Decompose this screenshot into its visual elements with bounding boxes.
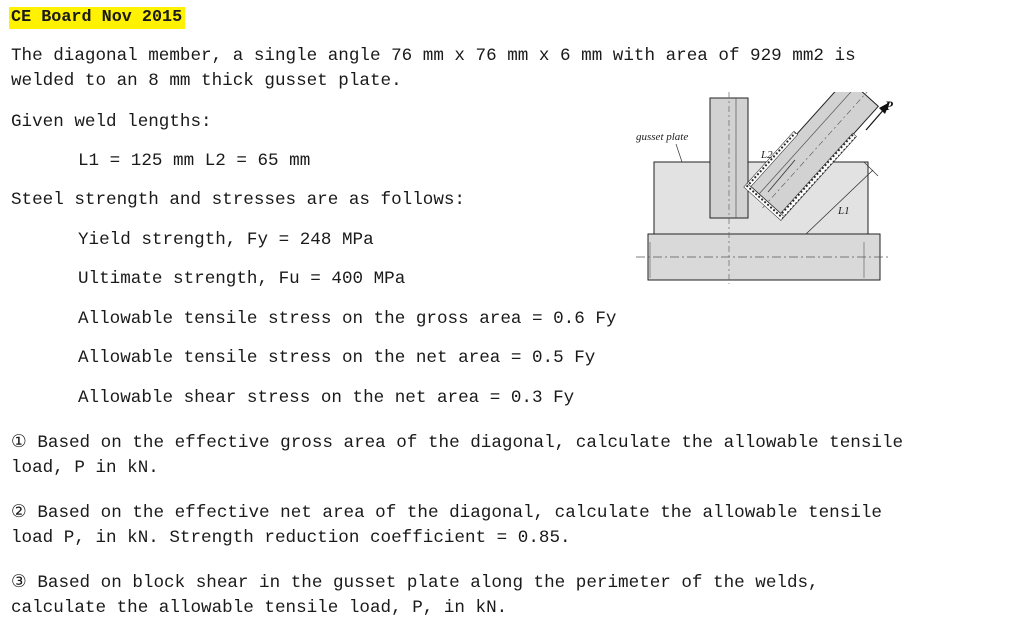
ultimate-strength: Ultimate strength, Fu = 400 MPa <box>78 269 406 289</box>
question-2-line-2: load P, in kN. Strength reduction coefficient = 0.85. <box>11 528 571 548</box>
gusset-diagram <box>628 92 898 284</box>
yield-strength: Yield strength, Fy = 248 MPa <box>78 230 374 250</box>
question-1-line-1: ① Based on the effective gross area of the diagonal, calculate the allowable tensile <box>11 433 904 453</box>
allowable-net-stress: Allowable tensile stress on the net area = 0.5 Fy <box>78 348 596 368</box>
l1-label: L1 <box>838 205 850 217</box>
intro-line-2: welded to an 8 mm thick gusset plate. <box>11 71 402 91</box>
gusset-leader <box>676 144 682 162</box>
l2-label: L2 <box>761 149 773 161</box>
question-2-line-1: ② Based on the effective net area of the diagonal, calculate the allowable tensile <box>11 503 882 523</box>
exam-title: CE Board Nov 2015 <box>9 7 185 29</box>
gusset-plate-label: gusset plate <box>636 131 689 143</box>
steel-heading: Steel strength and stresses are as follows: <box>11 190 465 210</box>
p-label: P <box>885 98 893 113</box>
allowable-gross-stress: Allowable tensile stress on the gross area = 0.6 Fy <box>78 309 617 329</box>
weld-heading: Given weld lengths: <box>11 112 212 132</box>
question-3-line-2: calculate the allowable tensile load, P, in kN. <box>11 598 508 618</box>
question-1-line-2: load, P in kN. <box>11 458 159 478</box>
gusset-connection-figure <box>628 92 898 284</box>
allowable-shear-stress: Allowable shear stress on the net area = 0.3 Fy <box>78 388 575 408</box>
weld-values: L1 = 125 mm L2 = 65 mm <box>78 151 311 171</box>
question-3-line-1: ③ Based on block shear in the gusset plate along the perimeter of the welds, <box>11 573 819 593</box>
intro-line-1: The diagonal member, a single angle 76 mm x 76 mm x 6 mm with area of 929 mm2 is <box>11 46 856 66</box>
